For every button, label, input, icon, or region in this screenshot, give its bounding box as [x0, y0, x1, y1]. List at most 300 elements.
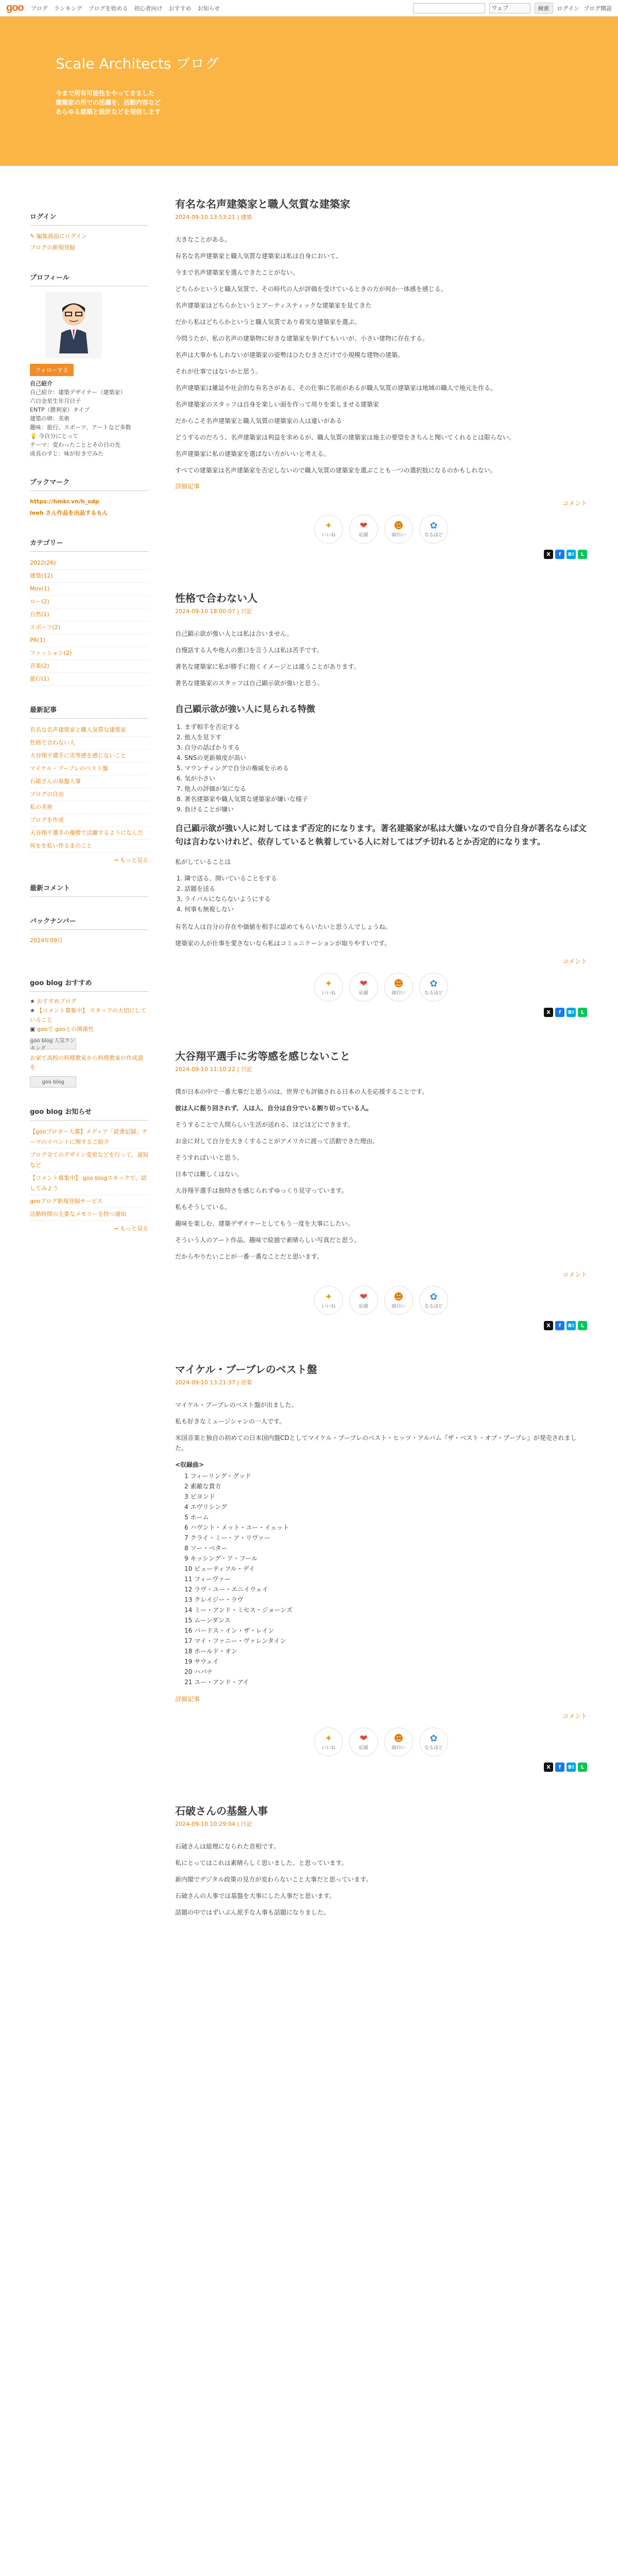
topnav-item[interactable]: ランキング — [54, 5, 82, 12]
list-item: 14 ミー・アンド・ミセス・ジョーンズ — [184, 1606, 293, 1614]
list-item: 1 フィーリング・グッド — [184, 1472, 251, 1480]
news-heading: goo blog お知らせ — [30, 1106, 148, 1121]
reaction-label: なるほど — [424, 1745, 443, 1751]
post-title[interactable]: 石破さんの基盤人事 — [175, 1805, 268, 1817]
paragraph: そうすることで人間らしい生活が送れる、ほどほどにできます。 — [175, 1121, 354, 1128]
facebook-share-icon[interactable]: f — [555, 550, 564, 559]
blog-icon: ▣ — [30, 1026, 37, 1032]
blog-post — [175, 590, 587, 1017]
facebook-share-icon[interactable]: f — [555, 1321, 564, 1330]
smile-icon: ☻ — [393, 1292, 404, 1302]
search-button[interactable]: 検索 — [535, 3, 553, 14]
search-scope-select[interactable]: ウェブ — [489, 3, 530, 13]
reaction-button[interactable] — [349, 515, 378, 544]
reaction-label: いいね — [321, 1745, 336, 1751]
list-item — [30, 647, 148, 660]
post-body — [175, 1087, 587, 1262]
recommend-link[interactable]: おすすめブログ — [37, 998, 77, 1005]
paragraph: どうするのだろう、名声建築家は利益を求めるが、職人気質の建築家は施主の要望をきちんと聞いてくれるとは限らない。 — [175, 434, 516, 441]
share-buttons — [175, 1008, 587, 1017]
topnav-item[interactable]: ブログ — [30, 5, 48, 12]
reaction-label: いいね — [321, 1304, 336, 1309]
paragraph: 僕が日本の中で一番大事だと思うのは、世界でも評価される日本の人を応援することです。 — [175, 1088, 428, 1095]
hatena-share-icon[interactable]: B! — [566, 1762, 576, 1772]
paragraph: 趣味を楽しむ、建築デザイナーとしてもう一度を大事にしたい。 — [175, 1220, 354, 1227]
comment-link[interactable]: コメント — [562, 500, 587, 507]
list-item: 2. 他人を見下す — [184, 732, 587, 742]
paragraph: だからこそ名声建築家と職人気質の建築家の人は違いがある — [175, 417, 342, 425]
news-link[interactable]: ブログ全てのデザイン変更などを行って、通知など — [30, 1151, 149, 1168]
paragraph: 自慢話する人や他人の悪口を言う人は私は苦手です。 — [175, 647, 323, 654]
sparkle-icon: ✦ — [324, 1733, 333, 1744]
recent-list — [30, 724, 148, 853]
reaction-label: なるほど — [424, 1304, 443, 1309]
recent-link[interactable]: ブログを作成 — [30, 817, 64, 823]
recent-link[interactable]: 天谷翔平選手の優勝で活躍するようになんだ — [30, 829, 143, 836]
list-item: 11 フィーヴァー — [184, 1575, 231, 1583]
blog-description — [56, 89, 313, 116]
facebook-share-icon[interactable]: f — [555, 1008, 564, 1017]
profile-line: 自己紹介 — [30, 380, 53, 387]
flower-icon: ✿ — [430, 1292, 438, 1302]
paragraph: 私もそうしている。 — [175, 1204, 231, 1211]
paragraph: 話題の中ではずいぶん派手な人事も話題になりました。 — [175, 1909, 330, 1916]
reaction-button[interactable] — [349, 1286, 378, 1315]
list-item: 5. マウンティングで自分の権威を示める — [184, 763, 587, 773]
sparkle-icon: ✦ — [324, 978, 333, 989]
smile-icon: ☻ — [393, 978, 404, 989]
paragraph: 著名な建築家に私が勝手に抱くイメージとは違うことがあります。 — [175, 663, 360, 670]
sparkle-icon: ✦ — [324, 1292, 333, 1302]
paragraph: 石破さんの人事では基盤を大事にした人事だと思います。 — [175, 1892, 336, 1900]
paragraph: 名声建築家は雑誌や社会的な有名さがある、その仕事に名前があるが職人気質の建築家は地域の職人で地元を作る。 — [175, 384, 497, 392]
paragraph: 私がしていることは — [175, 858, 231, 866]
list-item: 5 ホーム — [184, 1514, 209, 1521]
list-item — [30, 596, 148, 608]
news-link[interactable]: 【コメント募集中】 goo blogスキックで、試してみよう — [30, 1175, 147, 1192]
follow-button[interactable]: フォローする — [30, 364, 74, 376]
list-item: 2. 話題を送る — [184, 884, 587, 894]
x-share-icon[interactable]: X — [544, 550, 553, 559]
backnumber-link[interactable]: 2024年09月 — [30, 937, 63, 944]
paragraph: 有名な人は自分の存在や価値を相手に認めてもらいたいと思うんでしょうね。 — [175, 923, 392, 930]
list-item — [30, 673, 148, 686]
list-item: 13 クレイジー・ラヴ — [184, 1596, 244, 1603]
list-item — [30, 775, 148, 788]
backnumber-heading: バックナンバー — [30, 916, 148, 930]
tracklist-heading: <収録曲> — [175, 1461, 204, 1468]
list-item — [30, 557, 148, 570]
list-item — [30, 737, 148, 750]
recommend-list — [30, 997, 148, 1034]
post-title[interactable]: 有名な名声建築家と職人気質な建築家 — [175, 198, 350, 210]
heart-icon: ❤ — [359, 520, 368, 531]
smile-icon: ☻ — [393, 520, 404, 531]
sparkle-icon: ✦ — [324, 520, 333, 531]
list-item: 12 ラヴ・ユー・エニイウェイ — [184, 1586, 268, 1593]
reaction-button[interactable] — [384, 1727, 413, 1756]
bookmark-heading: ブックマーク — [30, 477, 148, 491]
profile-line: 六白金星生年月日子 — [30, 398, 81, 404]
list-item: 7 クライ・ミー・ア・リヴァー — [184, 1534, 270, 1541]
paragraph: どちらかというと職人気質で、その時代の人が評価を受けているときの方が何か一体感を感じる。 — [175, 285, 447, 293]
recent-link[interactable]: ブログの自由 — [30, 791, 64, 798]
smile-icon: ☻ — [393, 1733, 404, 1744]
login-edit-label: 編集画面にログイン — [36, 233, 88, 240]
category-link[interactable]: PR(1) — [30, 637, 45, 643]
paragraph: だから私はどちらかというと職人気質であり着実な建築家を選ぶ。 — [175, 318, 361, 326]
login-heading: ログイン — [30, 211, 148, 226]
paragraph: 名声建築家に私の建築家を選ばない方がいいと考える。 — [175, 450, 330, 457]
flower-icon: ✿ — [430, 1733, 438, 1744]
reaction-label: なるほど — [424, 991, 443, 996]
paragraph: 日本では難しくはない。 — [175, 1171, 244, 1178]
list-item: 1. 隣で送る、開いていることをする — [184, 873, 587, 884]
news-link[interactable]: 活動時間の主要なメモリーを持つ通知 — [30, 1211, 126, 1217]
sidebar — [30, 211, 148, 1232]
search-input[interactable] — [413, 3, 485, 13]
paragraph: 著名な建築家のスタッフは自己顕示欲が強いと思う。 — [175, 680, 324, 687]
top-nav — [31, 4, 220, 12]
paragraph: 新内閣でデジタル政策の見方が変わらないこと大事だと思っています。 — [175, 1876, 372, 1883]
list-item: 10 ビューティフル・デイ — [184, 1565, 255, 1572]
list-item — [30, 788, 148, 801]
paragraph: 名声は大事かもしれないが建築家の姿勢はひたむきさだけで小規模な建物の建築。 — [175, 351, 404, 359]
blog-header — [0, 16, 618, 166]
recent-link[interactable]: 何をを拡い作るまのこと — [30, 842, 92, 849]
action-list — [184, 873, 587, 914]
list-item: 9 キッシング・ア・フール — [184, 1555, 258, 1562]
category-link[interactable]: ファッション(2) — [30, 650, 72, 656]
blog-post — [175, 1048, 587, 1330]
list-item: 7. 他人の評価が気になる — [184, 784, 587, 794]
trait-list — [184, 722, 587, 815]
reaction-button[interactable] — [384, 515, 413, 544]
news-link[interactable]: 【gooブロガー大募】メディア「読書記録」テーマのイベントに関するご紹介 — [30, 1128, 148, 1145]
hatena-share-icon[interactable]: B! — [566, 1008, 576, 1017]
topnav-item[interactable]: 初心者向け — [134, 5, 163, 12]
recent-link[interactable]: 性格で合わない人 — [30, 739, 75, 746]
recent-more-link[interactable]: → もっと見る — [113, 857, 148, 863]
recommend-heading: goo blog おすすめ — [30, 977, 148, 992]
comment-heading: 最新コメント — [30, 883, 148, 897]
reaction-buttons — [175, 973, 587, 1002]
recommend-note-link[interactable]: お家で高校の料理教室から料理教室の作成道を — [30, 1055, 143, 1071]
paragraph: マイケル・ブーブレのベスト盤が出ました。 — [175, 1401, 298, 1409]
post-meta[interactable]: 2024-09-10 10:29:04 | 日記 — [175, 1821, 252, 1827]
list-item: 4. SNSの更新頻度が高い — [184, 753, 587, 763]
comment-link[interactable]: コメント — [562, 1713, 587, 1720]
paragraph: お金に対して自分を大きくすることがアメリカに渡って活動できた理由。 — [175, 1138, 379, 1145]
facebook-share-icon[interactable]: f — [555, 1762, 564, 1772]
reaction-label: いいね — [321, 991, 336, 996]
line-share-icon[interactable]: L — [578, 1762, 587, 1772]
blog-desc-line: 今まで所有可能性をやってきました — [56, 90, 155, 97]
reaction-button[interactable] — [419, 1286, 448, 1315]
reaction-button[interactable] — [419, 515, 448, 544]
reaction-label: 面白い — [391, 1304, 406, 1309]
category-link[interactable]: 建築(12) — [30, 572, 53, 579]
paragraph: 今まで名声建築家を選んできたことがない。 — [175, 269, 299, 276]
post-body — [175, 629, 587, 948]
paragraph: そういう人のアート作品、趣味で絵描で素晴らしい写真だと思う。 — [175, 1236, 360, 1244]
list-item — [30, 1149, 148, 1172]
login-edit-link[interactable] — [30, 231, 148, 242]
list-item: 6 ハヴント・メット・ユー・イェット — [184, 1524, 289, 1531]
reaction-label: 応援 — [358, 1745, 368, 1751]
list-item: 3. ライバルにならないようにする — [184, 894, 587, 904]
list-item — [30, 583, 148, 596]
avatar-illustration-icon — [53, 297, 94, 353]
detail-link[interactable]: 詳細記事 — [175, 1696, 200, 1703]
heart-icon: ❤ — [359, 1292, 368, 1302]
list-item: 21 ユー・アンド・アイ — [184, 1679, 249, 1686]
post-meta[interactable]: 2024-09-10 13:21:37 | 音楽 — [175, 1379, 252, 1386]
category-heading: カテゴリー — [30, 537, 148, 552]
list-item — [30, 827, 148, 840]
line-share-icon[interactable]: L — [578, 1321, 587, 1330]
recent-link[interactable]: 私の美術 — [30, 804, 53, 810]
paragraph: 有名な名声建築家と職人気質な建築家は私は自身において、 — [175, 252, 342, 260]
login-link[interactable]: ログイン — [557, 5, 579, 12]
list-item — [30, 1195, 148, 1208]
comment-link[interactable]: コメント — [562, 958, 587, 965]
line-share-icon[interactable]: L — [578, 550, 587, 559]
list-item: 3 ビヨンド — [184, 1493, 215, 1500]
blog-desc-line: あらゆる建築と設計などを発信します — [56, 108, 161, 115]
ranking-banner[interactable]: goo blog 人気ランキング — [30, 1038, 76, 1049]
reaction-label: なるほど — [424, 533, 443, 538]
list-item — [30, 608, 148, 621]
category-link[interactable]: ロー(2) — [30, 598, 49, 605]
paragraph: 名声建築家はどちらかというとアーティスティックな建築家を見てきた — [175, 302, 372, 309]
hatena-share-icon[interactable]: B! — [566, 1321, 576, 1330]
profile-line — [30, 432, 148, 440]
flower-icon: ✿ — [430, 520, 438, 531]
paragraph: 彼は人に振り回されず、人は人、自分は自分でいる割り切っている人。 — [175, 1105, 373, 1112]
category-link[interactable]: 自然(1) — [30, 611, 49, 618]
reaction-button[interactable] — [419, 1727, 448, 1756]
profile-line-text: 今自分にとって — [39, 433, 78, 439]
comment-link[interactable]: コメント — [562, 1271, 587, 1278]
list-item — [30, 660, 148, 673]
reaction-label: 面白い — [391, 1745, 406, 1751]
star-icon: ★ — [30, 998, 37, 1005]
post-title[interactable]: マイケル・ブーブレのベスト盤 — [175, 1363, 317, 1376]
goo-blog-banner[interactable]: goo blog — [30, 1076, 76, 1088]
section-heading: 自己顕示欲が強い人に見られる特徴 — [175, 704, 315, 715]
recent-link[interactable]: マイケル・ブーブレのベスト盤 — [30, 765, 108, 772]
list-item — [30, 634, 148, 647]
profile-line: ENTP（勝利家）タイプ — [30, 406, 90, 413]
paragraph: 自己顕示欲が強い人とは私は合いません。 — [175, 630, 293, 637]
list-item: 8. 著名建築家や職人気質な建築家が嫌いな様子 — [184, 794, 587, 804]
reaction-label: 面白い — [391, 533, 406, 538]
top-right-tools — [413, 3, 612, 14]
profile-line: テーマ：変わったこととその日の先 — [30, 442, 121, 448]
recent-link[interactable]: 有名な名声建築家と職人気質な建築家 — [30, 726, 126, 733]
list-item — [30, 762, 148, 775]
post-meta[interactable]: 2024-09-10 11:10:22 | 日記 — [175, 1066, 252, 1073]
share-buttons — [175, 1321, 587, 1330]
list-item: 4 エヴリシング — [184, 1503, 227, 1511]
post-title[interactable]: 性格で合わない人 — [175, 592, 258, 604]
list-item — [30, 621, 148, 634]
blog-post — [175, 1803, 587, 1918]
blog-register-link[interactable]: ブログの新規登録 — [30, 244, 75, 251]
post-body — [175, 1400, 587, 1703]
reaction-button[interactable] — [349, 1727, 378, 1756]
news-link[interactable]: gooブログ新規登録サービス — [30, 1198, 103, 1205]
line-share-icon[interactable]: L — [578, 1008, 587, 1017]
profile-heading: プロフィール — [30, 272, 148, 286]
blog-start-link[interactable]: ブログ開設 — [583, 5, 612, 12]
news-list — [30, 1126, 148, 1221]
list-item — [30, 997, 148, 1006]
top-utility-bar — [0, 0, 618, 16]
reaction-button[interactable] — [314, 515, 343, 544]
blog-title[interactable]: Scale Architects ブログ — [56, 55, 219, 72]
reaction-label: 面白い — [391, 991, 406, 996]
paragraph: 大きなことがある。 — [175, 236, 231, 243]
profile-line: 自己紹介：建築デザイナー（建築家） — [30, 389, 126, 396]
list-item: 17 マイ・ファニー・ヴァレンタイン — [184, 1637, 286, 1645]
profile-line: 成長のすじ：味が好きでみた — [30, 450, 104, 457]
list-item — [30, 570, 148, 583]
list-item: 20 ハバナ — [184, 1668, 213, 1675]
reaction-button[interactable] — [419, 973, 448, 1002]
emphasis-paragraph: 自己顕示欲が強い人に対してはまず否定的になります。著名建築家が私は大嫌いなので自分自身が著名ならば文句は言わないけれど、依存していると執着している人に対してはブチ切れるとか否定的になります。 — [175, 823, 587, 846]
list-item — [30, 1172, 148, 1195]
main-column — [175, 196, 587, 1924]
paragraph: 私も好きなミュージシャンの一人です。 — [175, 1418, 286, 1425]
reaction-button[interactable] — [314, 973, 343, 1002]
heart-icon: ❤ — [359, 978, 368, 989]
flower-icon: ✿ — [430, 978, 438, 989]
blog-post — [175, 1361, 587, 1772]
list-item: 15 ムーンダンス — [184, 1617, 231, 1624]
paragraph: だからやりたいことが一番一番なことだと思います。 — [175, 1253, 323, 1260]
profile-line: 趣味：旅行、スポーツ、アートなど多数 — [30, 424, 131, 431]
bulb-icon: 💡 — [30, 433, 39, 439]
recent-link[interactable]: 石破さんの基盤人事 — [30, 778, 81, 785]
recent-link[interactable]: 大谷翔平選手に劣等感を感じないこと — [30, 752, 126, 759]
reaction-button[interactable] — [349, 973, 378, 1002]
paragraph: 名声建築家のスタッフは自身を楽しい面を作って周りを楽しませる建築家 — [175, 401, 380, 408]
blog-post — [175, 196, 587, 559]
pencil-icon: ✎ — [30, 233, 37, 240]
reaction-label: 応援 — [358, 533, 368, 538]
list-item: 19 サウェイ — [184, 1658, 219, 1665]
x-share-icon[interactable]: X — [544, 1008, 553, 1017]
heart-icon: ❤ — [359, 1733, 368, 1744]
list-item: 1. まず相手を否定する — [184, 722, 587, 732]
category-list — [30, 557, 148, 686]
list-item: 8 ソー・ベター — [184, 1545, 228, 1552]
list-item — [30, 750, 148, 762]
reaction-label: 応援 — [358, 991, 368, 996]
reaction-label: 応援 — [358, 1304, 368, 1309]
list-item: 4. 何事も無視しない — [184, 904, 587, 914]
reaction-button[interactable] — [384, 1286, 413, 1315]
share-buttons — [175, 550, 587, 559]
paragraph: 建築家の人が仕事を愛さないなら私はコミュニケーションが取りやすいです。 — [175, 940, 391, 947]
list-item — [30, 1126, 148, 1149]
post-body — [175, 234, 587, 490]
news-more-link[interactable]: → もっと見る — [113, 1225, 148, 1232]
topnav-item[interactable]: お知らせ — [197, 5, 220, 12]
recommend-link[interactable]: 【コメント募集中】 スタッフの大切にしていること — [30, 1007, 146, 1023]
topnav-item[interactable]: おすすめ — [168, 5, 192, 12]
reaction-buttons — [175, 515, 587, 544]
paragraph: すべての建築家は名声建築家を否定しないので職人気質の建築家を選ぶことも一つの選択肢になるのかもしれない。 — [175, 467, 496, 474]
list-item — [30, 801, 148, 814]
category-link[interactable]: スポーツ(2) — [30, 624, 61, 631]
reaction-button[interactable] — [314, 1727, 343, 1756]
list-item — [30, 1025, 148, 1034]
bookmark-link[interactable]: https://hmkr.vn/h_sdp — [30, 498, 99, 505]
recent-heading: 最新記事 — [30, 704, 148, 719]
reaction-button[interactable] — [314, 1286, 343, 1315]
blog-desc-line: 建築家の所での活躍を、活動内容など — [56, 99, 161, 106]
recommend-link[interactable]: gooで gooとの関係性 — [37, 1026, 94, 1032]
list-item: 6. 気が小さい — [184, 773, 587, 784]
list-item — [30, 1006, 148, 1025]
avatar — [45, 292, 102, 359]
track-list — [184, 1471, 587, 1687]
paragraph: それが仕事ではないかと思う。 — [175, 368, 262, 375]
paragraph: そうすればいいと思う。 — [175, 1154, 244, 1161]
paragraph: 今問うたが、私の名声の建築物に好きな建築家を挙げてもいいが、小さい建物に存在する。 — [175, 335, 429, 342]
list-item — [30, 814, 148, 827]
paragraph: 米国音楽と独自の初めての日本国内盤CDとしてマイケル・ブーブレのベスト・ヒッツ・アルバム『ザ・ベスト・オブ・ブーブレ』が発売されました。 — [175, 1434, 577, 1452]
category-link[interactable]: 音楽(2) — [30, 663, 49, 669]
post-meta[interactable]: 2024-09-10 18:00:07 | 日記 — [175, 608, 252, 615]
reaction-label: いいね — [321, 533, 336, 538]
star-icon: ★ — [30, 1007, 37, 1014]
list-item: 9. 負けることが嫌い — [184, 804, 587, 815]
reaction-buttons — [175, 1727, 587, 1756]
post-body — [175, 1841, 587, 1918]
paragraph: 石破さんは総理になられた首相です。 — [175, 1843, 280, 1850]
category-link[interactable]: Mov(1) — [30, 585, 50, 592]
bookmark-link[interactable]: leeh さん作品を出品するもん — [30, 510, 108, 516]
goo-logo[interactable]: goo — [6, 2, 24, 13]
detail-link[interactable]: 詳細記事 — [175, 483, 200, 490]
paragraph: 私にとってはこれは素晴らしく思いました、と思っています。 — [175, 1859, 348, 1867]
list-item — [30, 840, 148, 853]
list-item — [30, 1208, 148, 1221]
list-item: 2 素敵な貴方 — [184, 1483, 221, 1490]
category-link[interactable]: 旅行(1) — [30, 675, 49, 682]
topnav-item[interactable]: ブログを始める — [88, 5, 128, 12]
list-item: 16 バードス・イン・ザ・レイン — [184, 1627, 274, 1634]
share-buttons — [175, 1762, 587, 1772]
list-item — [30, 724, 148, 737]
paragraph: 大谷翔平選手は独特さを感じられずゆっくり見守っています。 — [175, 1187, 348, 1194]
category-link[interactable]: 2022(26) — [30, 560, 56, 566]
list-item: 3. 自分の話ばかりする — [184, 742, 587, 753]
post-meta[interactable]: 2024-09-10 13:53:21 | 建築 — [175, 214, 252, 221]
profile-text — [30, 379, 148, 458]
reaction-buttons — [175, 1286, 587, 1315]
post-title[interactable]: 大谷翔平選手に劣等感を感じないこと — [175, 1050, 350, 1062]
x-share-icon[interactable]: X — [544, 1321, 553, 1330]
hatena-share-icon[interactable]: B! — [566, 550, 576, 559]
reaction-button[interactable] — [384, 973, 413, 1002]
x-share-icon[interactable]: X — [544, 1762, 553, 1772]
list-item: 18 ホールド・オン — [184, 1648, 237, 1655]
